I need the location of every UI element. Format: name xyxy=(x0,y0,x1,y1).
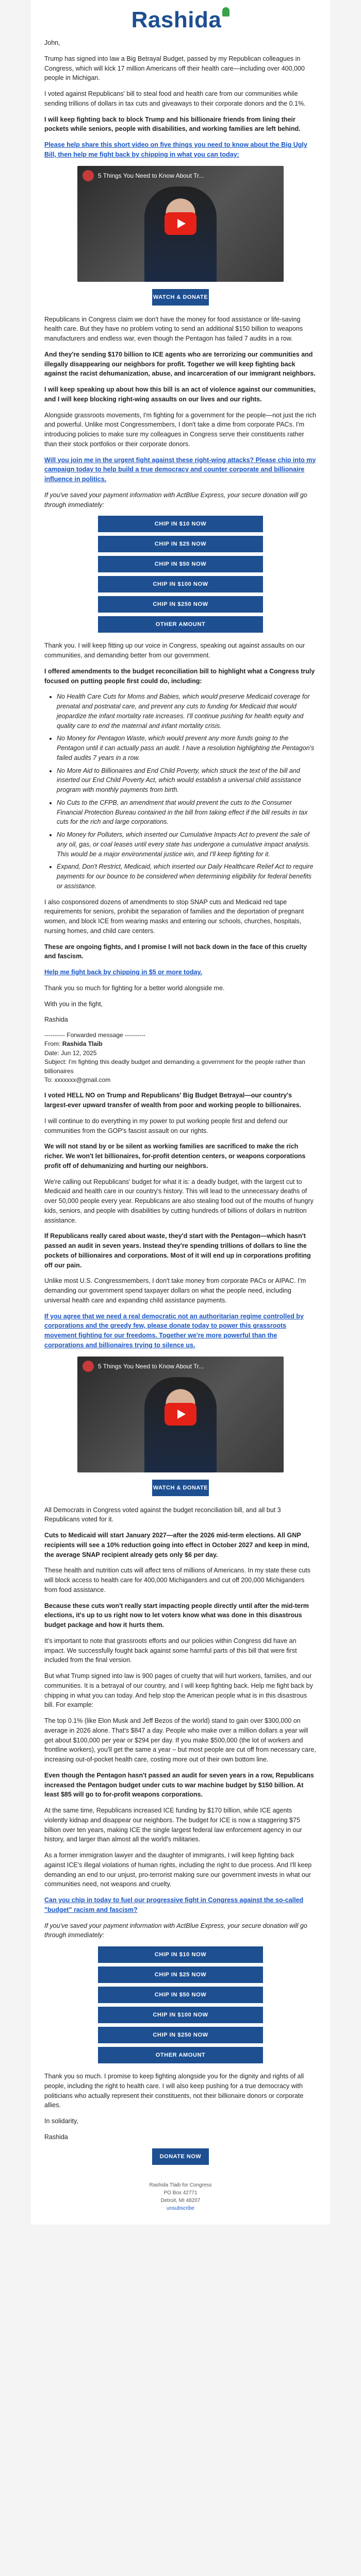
leaf-icon xyxy=(222,7,229,16)
donation-options-1 xyxy=(44,516,317,633)
other-amount-button[interactable]: OTHER AMOUNT xyxy=(98,2047,263,2063)
final-signature: Rashida xyxy=(44,2133,68,2141)
fwd-paragraph-2: I will continue to do everything in my power to put working people first and defend our communities from the GOP's fascist assault on our rights. xyxy=(44,1117,288,1134)
video-header xyxy=(83,170,278,181)
email-footer xyxy=(44,2174,317,2212)
chip-in-50-button[interactable]: CHIP IN $50 NOW xyxy=(98,556,263,572)
other-amount-button[interactable]: OTHER AMOUNT xyxy=(98,616,263,633)
intro-paragraph-3: I will keep fighting back to block Trump and his billionaire friends from lining their pockets while seniors, people with disabilities, and working families are left behind. xyxy=(44,115,301,133)
final-paragraph: Thank you so much. I promise to keep fighting alongside you for the dignity and rights of all people, including the right to health care. I will also keep pushing for a true democracy with politicians who actually represent their constituents, not their billionaire donors or corporate allies. xyxy=(44,2073,304,2109)
video-title: 5 Things You Need to Know About Tr... xyxy=(98,1362,204,1370)
video-share-link[interactable]: Please help share this short video on five things you need to know about the Big Ugly Bill, then help me fight back by chipping in what you can today: xyxy=(44,141,307,158)
amendments-list xyxy=(44,692,317,891)
mid-paragraph-3: I will keep speaking up about how this bill is an act of violence against our communities, and I will keep blocking right-wing assaults on our lives and our rights. xyxy=(44,386,316,403)
fwd-paragraph-5: If Republicans really cared about waste, they'd start with the Pentagon—which hasn't passed an audit in seven years. Instead they're spending trillions of dollars to line the pockets of billionaires and corporations. Most of it will end up in corporations profiting off our pain. xyxy=(44,1232,311,1269)
footer-address: PO Box 42771 xyxy=(163,2190,198,2196)
chip-in-50-button[interactable]: CHIP IN $50 NOW xyxy=(98,1987,263,2003)
fwd2-paragraph-5: It's important to note that grassroots efforts and our policies within Congress did have an impact. We successfully fought back against some harmful parts of this bill that were first included from the final version. xyxy=(44,1637,297,1664)
list-item: • No Money for Pentagon Waste, which would prevent any more funds going to the Pentagon until it can actually pass an audit. I have a resolution highlighting the Pentagon's failed audits 7 years in a row. xyxy=(57,734,317,762)
list-item: • No Money for Polluters, which inserted our Cumulative Impacts Act to prevent the sale of any oil, gas, or coal leases until every state has undergone a cumulative impact analysis. This would be a major environmental justice win, and I'll keep fighting for it. xyxy=(57,830,317,859)
play-icon[interactable] xyxy=(165,1403,196,1426)
thanks-paragraph: Thank you. I will keep fitting up our voice in Congress, speaking out against assaults on our communities, and demanding better from our government. xyxy=(44,642,305,659)
closing-paragraph-2: These are ongoing fights, and I promise I will not back down in the face of this cruelty and fascism. xyxy=(44,943,307,960)
fwd2-paragraph-10: As a former immigration lawyer and the daughter of immigrants, I will keep fighting back against ICE's illegal violations of human rights, including the right to due process. And I'll keep demanding an end to our unjust, pro-terrorist making sure our government invests in what our communities need, not weapons and cruelty. xyxy=(44,1852,312,1888)
fwd2-paragraph-4: Because these cuts won't really start impacting people directly until after the mid-term elections, it's up to us right now to let voters know what was done in this disastrous budget package and how it hurts them. xyxy=(44,1602,309,1629)
closing-paragraph-4: Thank you so much for fighting for a better world alongside me. xyxy=(44,984,225,992)
fwd2-paragraph-2: Cuts to Medicaid will start January 2027—after the 2026 mid-term elections. All GNP recipients will see a 10% reduction going into effect in October 2027 and keep in mind, the average SNAP recipient already gets only $6 per day. xyxy=(44,1532,309,1558)
channel-avatar xyxy=(83,170,94,181)
chip-in-100-button[interactable]: CHIP IN $100 NOW xyxy=(98,2007,263,2023)
list-item: • No More Aid to Billionaires and End Child Poverty, which struck the text of the bill and inserted our End Child Poverty Act, which would establish a universal child assistance program with monthly payments from birth. xyxy=(57,766,317,795)
mid-paragraph-2: And they're sending $170 billion to ICE agents who are terrorizing our communities and illegally disappearing our neighbors for profit. Together we will keep fighting back against the racist dehumanization, abuse, and incarceration of our immigrant neighbors. xyxy=(44,350,316,378)
forwarded-date: Date: Jun 12, 2025 xyxy=(44,1049,97,1057)
fwd2-paragraph-7: The top 0.1% (like Elon Musk and Jeff Bezos of the world) stand to gain over $300,000 on average in 2026 alone. That's $847 a day. People who make over a million dollars a year will get about $100,000 per year or $294 per day. If you make $500,000 (the lot of workers and frontline workers), you'll get the same a year – but most people are cut off from necessary care, increasing out-of-pocket health care, costing more out of their own bottom line. xyxy=(44,1717,316,1764)
list-item: • No Health Care Cuts for Moms and Babies, which would preserve Medicaid coverage for prenatal and postnatal care, and prevent any cuts to funding for Medicaid that would jeopardize the infant mortality rate increases. I'll continue pushing for health equity and quality care to end the maternal and infant mortality crisis. xyxy=(57,692,317,731)
forwarded-divider: ---------- Forwarded message ---------- xyxy=(44,1031,145,1039)
fwd2-paragraph-6: But what Trump signed into law is 900 pages of cruelty that will hurt workers, families, and our communities. It is a betrayal of our country, and I will keep fighting back. Help me fight back by chipping in what you can today. And help stop the American people what is in this disastrous bill. For example: xyxy=(44,1672,313,1709)
fwd-paragraph-1: I voted HELL NO on Trump and Republicans' Big Budget Betrayal—our country's largest-ever upward transfer of wealth from poor and working people to billionaires. xyxy=(44,1092,301,1109)
fwd2-paragraph-3: These health and nutrition cuts will affect tens of millions of Americans. In my state these cuts will block access to health care for 400,000 Michiganders and cut off 200,000 Michiganders from food assistance. xyxy=(44,1567,310,1594)
fwd-paragraph-3: We will not stand by or be silent as working families are sacrificed to make the rich richer. We won't let billionaires, for-profit detention centers, or weapons corporations profit off of dehumanizing and hurting our neighbors. xyxy=(44,1143,306,1170)
video-thumbnail-1[interactable] xyxy=(77,166,284,282)
actblue-note-2: If you've saved your payment information with ActBlue Express, your secure donation will go through immediately: xyxy=(44,1922,307,1939)
fwd2-chip-link[interactable]: Can you chip in today to fuel our progressive fight in Congress against the so-called "budget" racism and fascism? xyxy=(44,1896,304,1913)
chip-in-10-button[interactable]: CHIP IN $10 NOW xyxy=(98,1946,263,1963)
footer-city: Detroit, MI 48207 xyxy=(160,2197,201,2204)
brand-header xyxy=(44,0,317,38)
donate-now-button[interactable]: DONATE NOW xyxy=(152,2148,209,2165)
fwd2-paragraph-1: All Democrats in Congress voted against the budget reconciliation bill, and all but 3 Republicans voted for it. xyxy=(44,1506,281,1523)
forwarded-subject: Subject: I'm fighting this deadly budget and demanding a government for the people rather than billionaires xyxy=(44,1058,305,1075)
chip-in-25-button[interactable]: CHIP IN $25 NOW xyxy=(98,536,263,552)
list-item: • Expand, Don't Restrict, Medicaid, which inserted our Daily Healthcare Relief Act to require payments for our bounce to be considered when determining eligibility for federal benefits or assistance. xyxy=(57,862,317,891)
watch-donate-button-1[interactable]: WATCH & DONATE xyxy=(152,289,209,306)
closing-paragraph-1: I also cosponsored dozens of amendments to stop SNAP cuts and Medicaid red tape requirements for seniors, prohibit the separation of families and the deportation of pregnant women, and block ICE from wearing masks and entering our schools, churches, hospitals, nursing homes, and child care centers. xyxy=(44,898,304,935)
play-icon[interactable] xyxy=(165,212,196,235)
amendments-intro: I offered amendments to the budget reconciliation bill to highlight what a Congress truly focused on putting people first could do, including: xyxy=(44,667,315,685)
unsubscribe-link[interactable]: unsubscribe xyxy=(167,2205,194,2211)
channel-avatar xyxy=(83,1361,94,1372)
chip-in-10-button[interactable]: CHIP IN $10 NOW xyxy=(98,516,263,532)
chip-in-25-button[interactable]: CHIP IN $25 NOW xyxy=(98,1967,263,1983)
mid-paragraph-4: Alongside grassroots movements, I'm fighting for a government for the people—not just the rich and powerful. Unlike most Congressmembers, I don't take a dime from corporate PACs. I'm introducing policies to make sure my colleagues in Congress serve their constituents rather than their stock portfolios or their corporate donors. xyxy=(44,411,316,448)
join-fight-link[interactable]: Will you join me in the urgent fight against these right-wing attacks? Please chip into my campaign today to help build a true democracy and counter corporate and billionaire influence in politics. xyxy=(44,456,316,483)
email-body xyxy=(31,0,330,2225)
video-header xyxy=(83,1361,278,1372)
chip-in-250-button[interactable]: CHIP IN $250 NOW xyxy=(98,2027,263,2043)
sender-name: Rashida Tlaib xyxy=(62,1040,103,1048)
donation-options-2 xyxy=(44,1946,317,2063)
brand-logo-text: Rashida xyxy=(131,7,222,32)
signature: Rashida xyxy=(44,1016,68,1024)
forwarded-header xyxy=(44,1031,317,1084)
final-signoff: In solidarity, xyxy=(44,2117,78,2125)
forwarded-to: To: xxxxxxx@gmail.com xyxy=(44,1076,111,1083)
footer-org: Rashida Tlaib for Congress xyxy=(149,2182,212,2188)
fwd-paragraph-6: Unlike most U.S. Congressmembers, I don't take money from corporate PACs or AIPAC. I'm demanding our government spend taxpayer dollars on what the people need, including universal health care and expanding child assistance payments. xyxy=(44,1277,306,1304)
brand-logo[interactable] xyxy=(132,7,230,33)
forwarded-from: From: Rashida Tlaib xyxy=(44,1040,103,1048)
watch-donate-button-2[interactable]: WATCH & DONATE xyxy=(152,1480,209,1496)
signoff: With you in the fight, xyxy=(44,1000,103,1008)
chip-in-250-button[interactable]: CHIP IN $250 NOW xyxy=(98,596,263,613)
list-item: • No Cuts to the CFPB, an amendment that would prevent the cuts to the Consumer Financial Protection Bureau contained in the bill from taking effect if the bill results in tax cuts for the rich and large corporations. xyxy=(57,798,317,827)
fwd-paragraph-4: We're calling out Republicans' budget for what it is: a deadly budget, with the largest cut to Medicaid and health care in our country's history. This will lead to the unnecessary deaths of over 50,000 people every year. Republicans are also stealing food out of the mouths of hungry kids, seniors, and people with disabilities by cutting hundreds of billions of dollars in nutrition assistance. xyxy=(44,1178,314,1224)
actblue-note-1: If you've saved your payment information with ActBlue Express, your secure donation will go through immediately: xyxy=(44,491,307,509)
greeting: John, xyxy=(44,39,60,46)
mid-paragraph-1: Republicans in Congress claim we don't have the money for food assistance or life-saving health care. But they have no problem voting to send an additional $150 billion to weapons manufacturers and endless war, even though the Pentagon has failed 7 audits in a row. xyxy=(44,315,303,342)
fwd2-paragraph-8: Even though the Pentagon hasn't passed an audit for seven years in a row, Republicans increased the Pentagon budget under cuts to war machine budget by $150 billion. At least $85 will go to for-profit weapons corporations. xyxy=(44,1771,314,1799)
video-thumbnail-2[interactable] xyxy=(77,1357,284,1472)
video-title: 5 Things You Need to Know About Tr... xyxy=(98,172,204,179)
fwd-donate-link[interactable]: If you agree that we need a real democratic not an authoritarian regime controlled by corporations and the greedy few, please donate today to power this grassroots movement fighting for our freedoms. Together we're more powerful than the corporations and billionaires trying to silence us. xyxy=(44,1312,304,1349)
chip-in-5-link[interactable]: Help me fight back by chipping in $5 or more today. xyxy=(44,969,203,976)
intro-paragraph-2: I voted against Republicans' bill to steal food and health care from our communities while sending trillions of dollars in tax cuts and giveaways to their corporate donors and the 0.1%. xyxy=(44,90,306,107)
fwd2-paragraph-9: At the same time, Republicans increased ICE funding by $170 billion, while ICE agents violently kidnap and disappear our neighbors. The budget for ICE is now a staggering $75 billion over ten years, making ICE the single largest federal law enforcement agency in our history, and larger than almost all the world's militaries. xyxy=(44,1807,302,1843)
chip-in-100-button[interactable]: CHIP IN $100 NOW xyxy=(98,576,263,592)
intro-paragraph-1: Trump has signed into law a Big Betrayal Budget, passed by my Republican colleagues in Congress, which will kick 17 million Americans off their health care—including over 400,000 people in Michigan. xyxy=(44,55,305,82)
